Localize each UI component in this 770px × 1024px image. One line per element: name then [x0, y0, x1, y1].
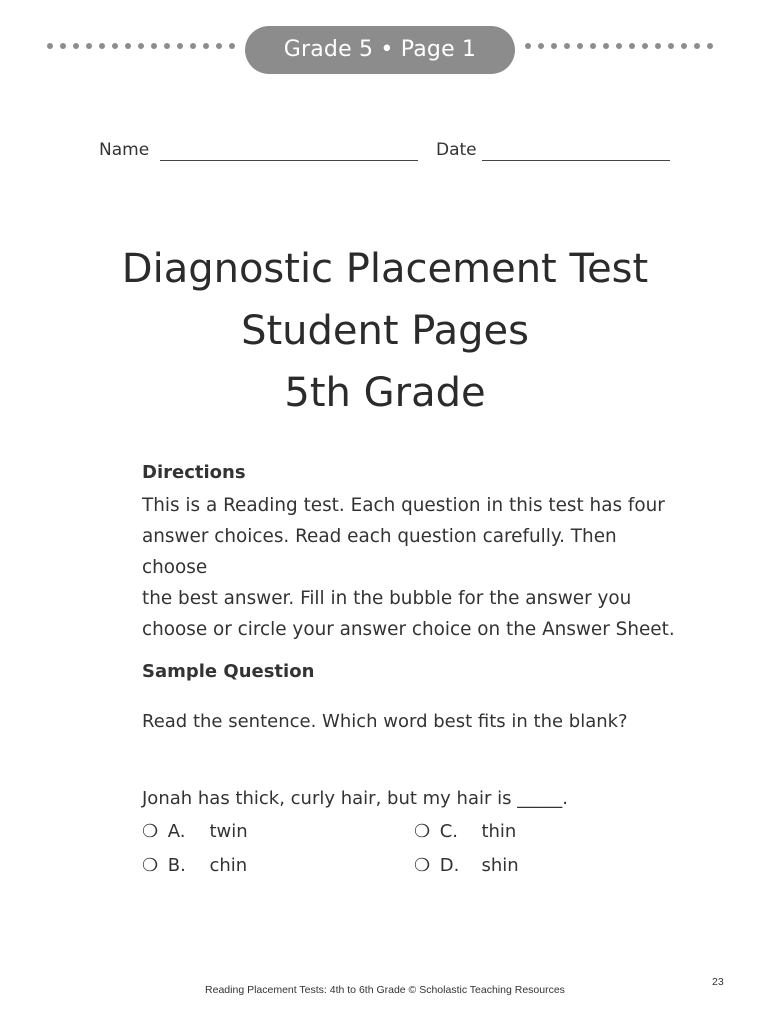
choice-text: chin [209, 855, 248, 876]
answer-bubble-icon[interactable]: ❍ [414, 855, 431, 876]
title-line-1: Diagnostic Placement Test [121, 246, 649, 292]
directions-line: This is a Reading test. Each question in this test has four [142, 495, 665, 516]
choice-text: twin [209, 821, 248, 842]
date-field[interactable] [482, 160, 670, 161]
grade-page-badge: Grade 5 • Page 1 [245, 26, 515, 74]
header-dots-right [525, 43, 713, 49]
page-header [0, 26, 770, 74]
choice-c[interactable] [414, 821, 516, 842]
answer-bubble-icon[interactable]: ❍ [142, 855, 159, 876]
choice-a[interactable] [142, 821, 248, 842]
page-number: 23 [712, 976, 724, 988]
answer-bubble-icon[interactable]: ❍ [142, 821, 159, 842]
answer-bubble-icon[interactable]: ❍ [414, 821, 431, 842]
header-dots-left [47, 43, 235, 49]
choice-letter: B. [167, 855, 186, 876]
choice-letter: A. [167, 821, 186, 842]
page-title [0, 238, 770, 424]
date-label: Date [436, 140, 477, 160]
sample-prompt: Read the sentence. Which word best fits in the blank? [142, 711, 628, 732]
sample-sentence: Jonah has thick, curly hair, but my hair is _____. [142, 788, 568, 809]
footer-credit: Reading Placement Tests: 4th to 6th Grade © Scholastic Teaching Resources [205, 984, 565, 996]
choice-text: shin [481, 855, 519, 876]
directions-heading: Directions [142, 462, 246, 483]
sample-question-heading: Sample Question [142, 661, 315, 682]
directions-text [142, 490, 682, 645]
choice-d[interactable] [414, 855, 519, 876]
directions-line: choose or circle your answer choice on the Answer Sheet. [142, 619, 675, 640]
title-line-3: 5th Grade [284, 370, 486, 416]
choice-b[interactable] [142, 855, 247, 876]
directions-line: answer choices. Read each question carefully. Then choose [142, 526, 617, 578]
directions-line: the best answer. Fill in the bubble for the answer you [142, 588, 632, 609]
name-label: Name [99, 140, 150, 160]
choice-text: thin [481, 821, 517, 842]
title-line-2: Student Pages [241, 308, 529, 354]
name-field[interactable] [160, 160, 418, 161]
choice-letter: C. [439, 821, 459, 842]
choice-letter: D. [439, 855, 460, 876]
